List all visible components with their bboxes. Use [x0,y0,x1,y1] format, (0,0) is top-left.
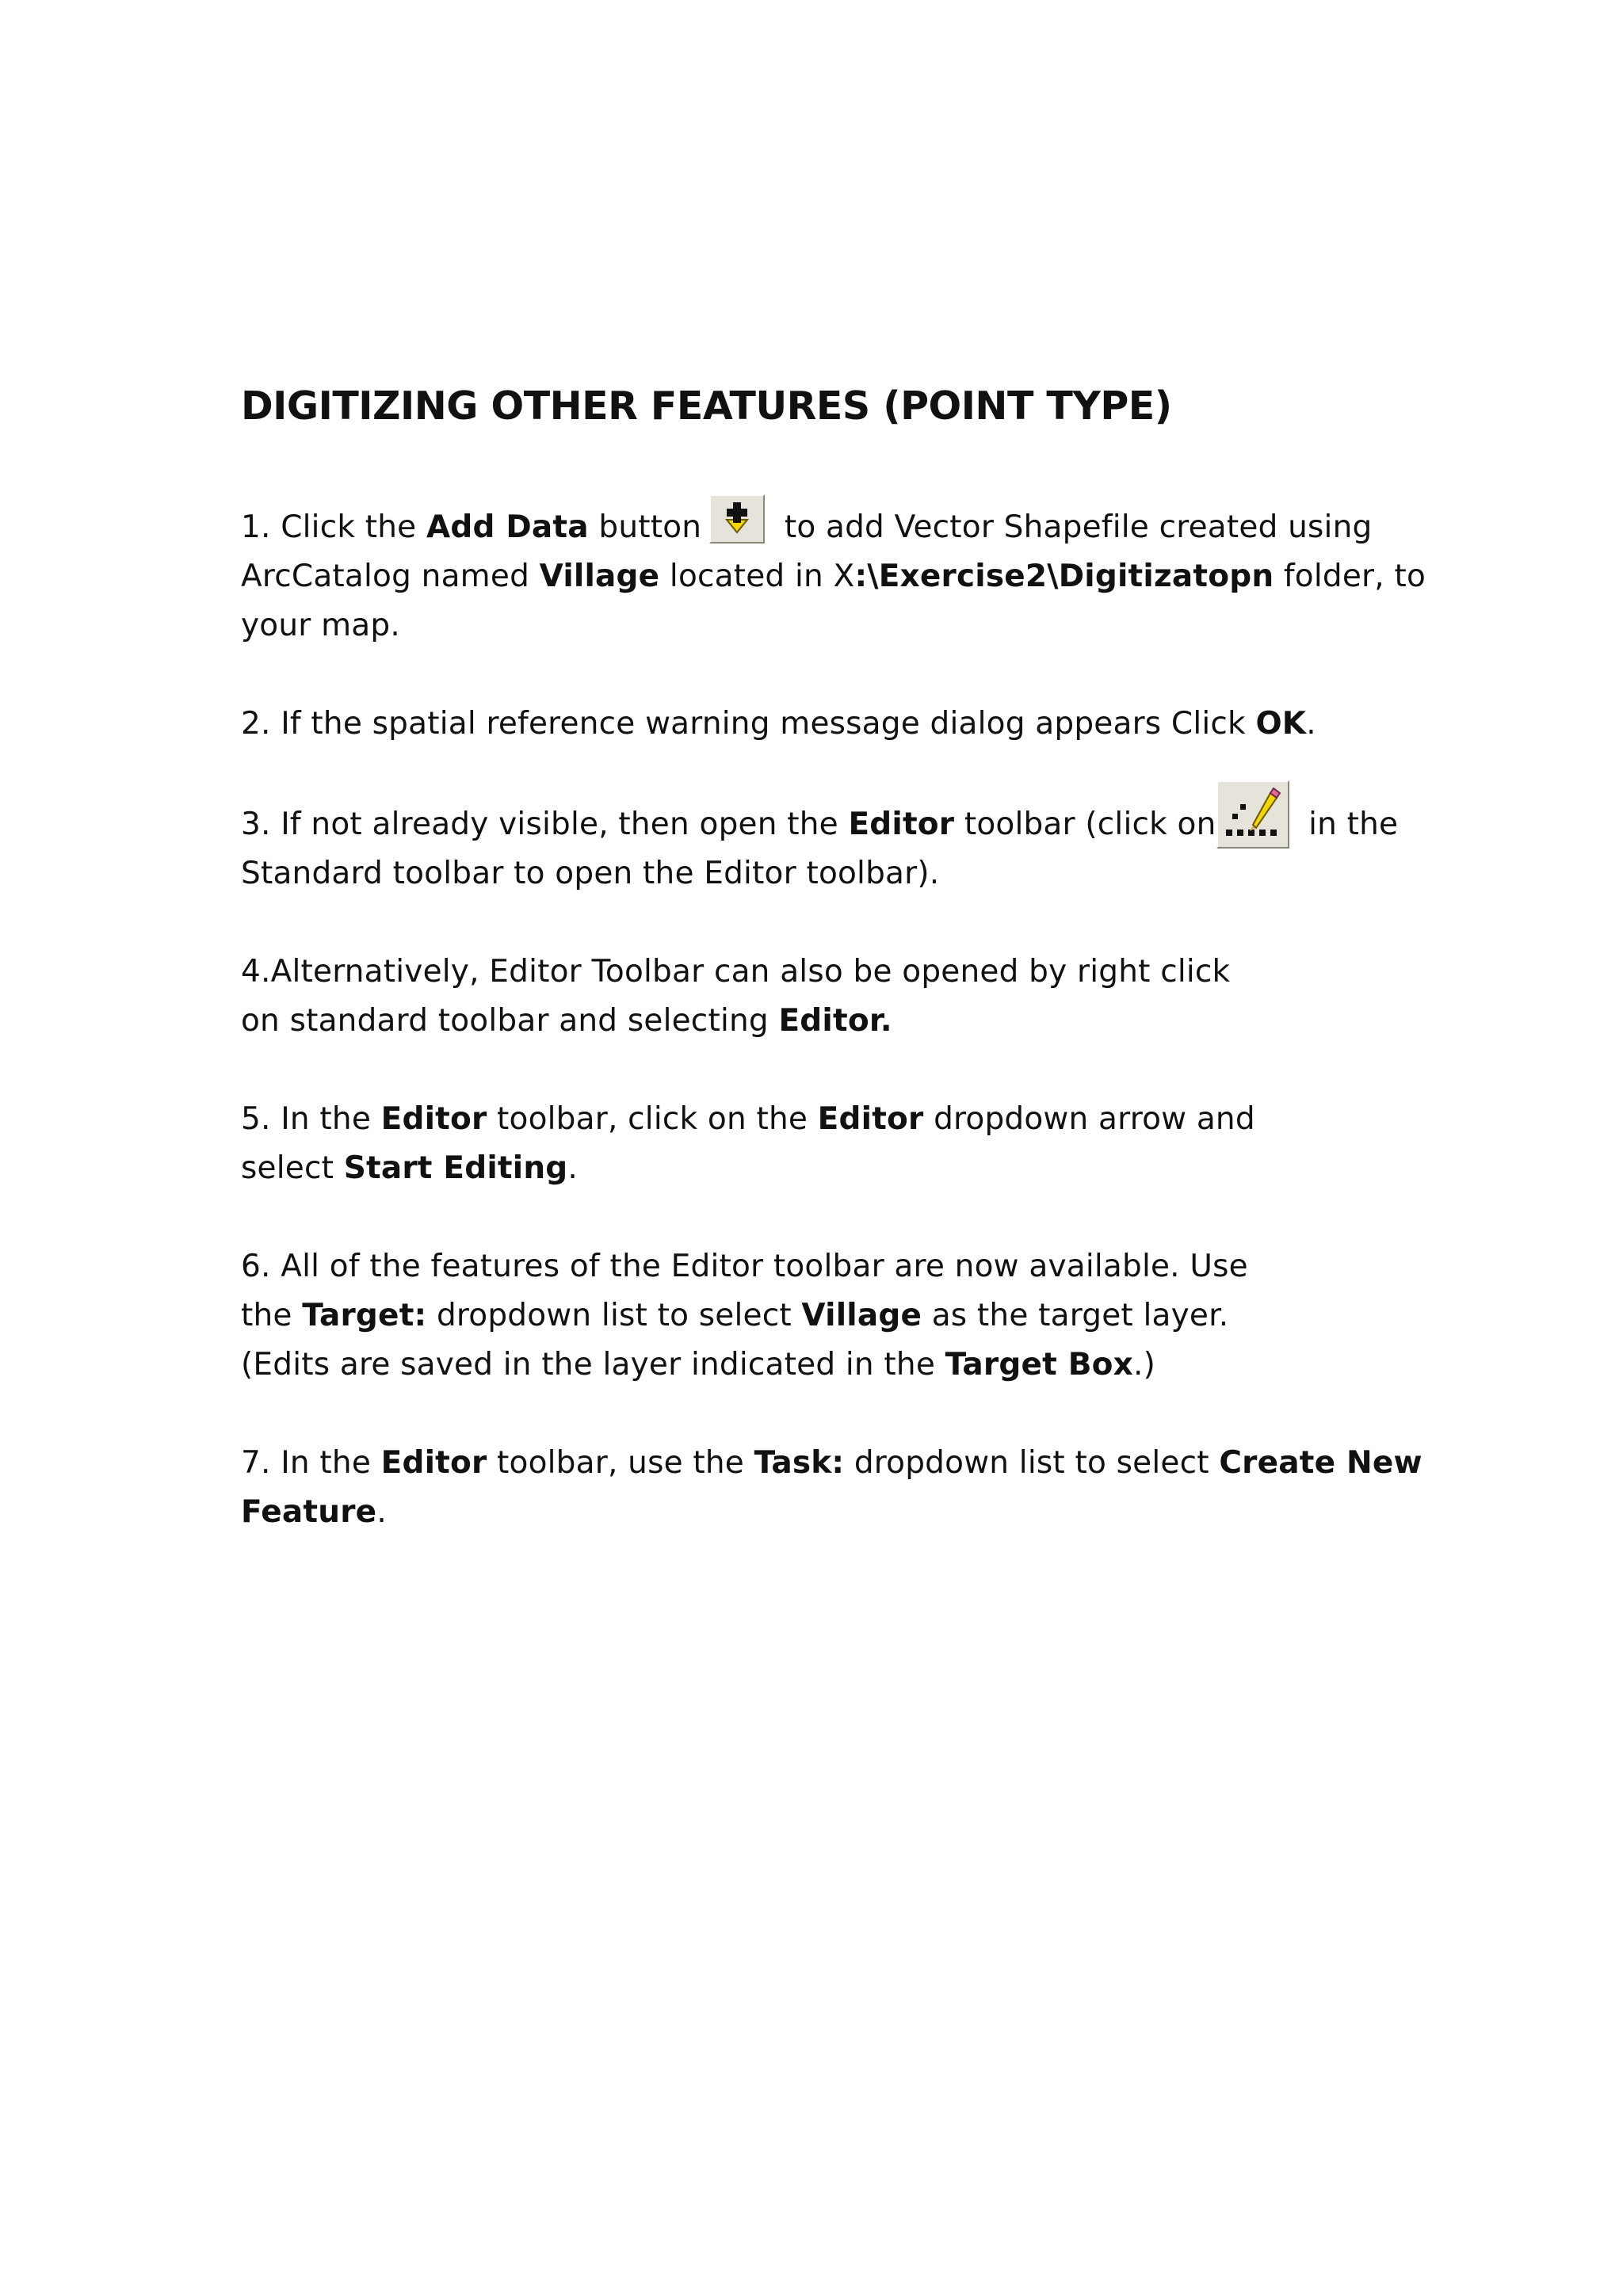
page-title: DIGITIZING OTHER FEATURES (POINT TYPE) [241,383,1172,429]
step-2: 2. If the spatial reference warning message dialog appears Click OK. [241,706,1316,742]
add-data-icon [709,494,765,543]
step-4: 4.Alternatively, Editor Toolbar can also be opened by right click on standard toolbar and selecting Editor. [241,954,1231,1039]
step-1-line-2: ArcCatalog named Village located in X:\Exercise2\Digitizatopn folder, to [241,559,1426,594]
start-editing-label: Start Editing [343,1150,568,1186]
document-page [241,372,1426,1537]
task-label: Task: [754,1445,845,1481]
step-3: 3. If not already visible, then open the Editor toolbar (click on in the Standard toolbar to open the Editor toolbar). [241,780,1398,898]
editor-toolbar-icon [1216,780,1289,849]
step-1 [241,494,1426,650]
step-1-line-1: 1. Click the Add Data button to add Vector Shapefile created using [241,494,1398,552]
step-7: 7. In the Editor toolbar, use the Task: dropdown list to select Create New Feature. [241,1445,1423,1530]
target-label: Target: [302,1298,427,1333]
target-box-label: Target Box [945,1347,1134,1383]
add-data-label: Add Data [426,509,589,545]
folder-path: :\Exercise2\Digitizatopn [854,559,1274,594]
step-6: 6. All of the features of the Editor toolbar are now available. Use the Target: dropdown list to select Village as the target layer. (Edits are saved in the layer indicated in the Target Box.) [241,1249,1248,1383]
step-1-line-3: your map. [241,608,400,643]
ok-label: OK [1255,706,1307,742]
editor-label: Editor [848,807,955,842]
step-5: 5. In the Editor toolbar, click on the Editor dropdown arrow and select Start Editing. [241,1101,1255,1186]
create-new-feature-label: Create New [1219,1445,1423,1481]
village-label: Village [539,559,660,594]
